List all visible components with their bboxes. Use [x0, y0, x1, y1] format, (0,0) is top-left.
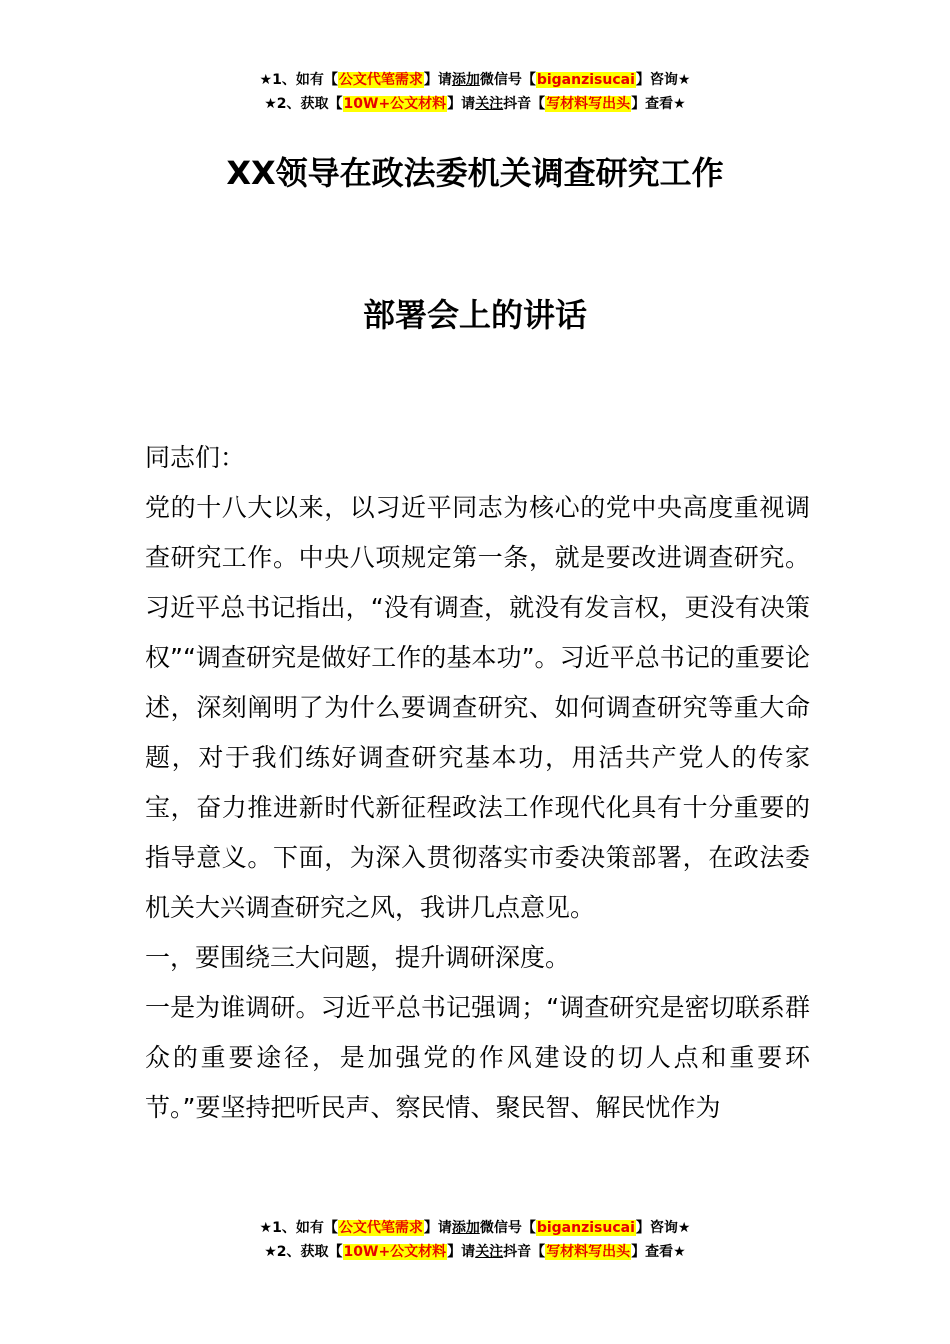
- banner-highlight-douyin: 写材料写出头: [546, 96, 631, 112]
- banner-underlined: 关注: [475, 96, 504, 112]
- banner-text: ★1、如有【: [259, 72, 338, 88]
- banner-text: 】请: [423, 1220, 452, 1236]
- banner-highlight-douyin: 写材料写出头: [546, 1244, 631, 1260]
- banner-text: 抖音【: [503, 96, 546, 112]
- banner-text: 】咨询★: [635, 72, 691, 88]
- banner-text: 】请: [423, 72, 452, 88]
- banner-underlined: 添加: [451, 72, 480, 88]
- banner-text: 】咨询★: [635, 1220, 691, 1236]
- banner-text: 抖音【: [503, 1244, 546, 1260]
- banner-text: 】查看★: [631, 96, 686, 112]
- banner-text: ★2、获取【: [264, 1244, 343, 1260]
- document-title-line-2: 部署会上的讲话: [362, 296, 587, 334]
- banner-text: 】查看★: [631, 1244, 686, 1260]
- banner-line-1: [0, 1216, 950, 1240]
- top-banner: [0, 68, 950, 116]
- paragraph-1: 党的十八大以来，以习近平同志为核心的党中央高度重视调查研究工作。中央八项规定第一条，就是要改进调查研究。习近平总书记指出，“没有调查，就没有发言权，更没有决策权”“调查研究是做好工作的基本功”。习近平总书记的重要论述，深刻阐明了为什么要调查研究、如何调查研究等重大命题，对于我们练好调查研究基本功，用活共产党人的传家宝，奋力推进新时代新征程政法工作现代化具有十分重要的指导意义。下面，为深入贯彻落实市委决策部署，在政法委机关大兴调查研究之风，我讲几点意见。: [145, 493, 810, 922]
- banner-text: 微信号【: [479, 72, 536, 88]
- banner-text: ★2、获取【: [264, 96, 343, 112]
- section-heading-1: 一，要围绕三大问题，提升调研深度。: [145, 943, 571, 972]
- banner-highlight: 公文代笔需求: [338, 1220, 423, 1236]
- banner-highlight: 10W+公文材料: [343, 96, 447, 112]
- banner-line-1: [0, 68, 950, 92]
- document-title-line-1: XX领导在政法委机关调查研究工作: [226, 154, 724, 192]
- greeting: 同志们：: [145, 443, 246, 472]
- paragraph-2: 一是为谁调研。习近平总书记强调；“调查研究是密切联系群众的重要途径，是加强党的作风建设的切人点和重要环节。”要坚持把听民声、察民情、聚民智、解民忧作为: [145, 993, 810, 1122]
- banner-text: 微信号【: [479, 1220, 536, 1236]
- banner-line-2: [0, 1240, 950, 1264]
- banner-underlined: 关注: [475, 1244, 504, 1260]
- banner-line-2: [0, 92, 950, 116]
- banner-highlight: 公文代笔需求: [338, 72, 423, 88]
- bottom-banner: [0, 1216, 950, 1264]
- banner-text: 】请: [447, 1244, 476, 1260]
- banner-highlight: 10W+公文材料: [343, 1244, 447, 1260]
- banner-text: ★1、如有【: [259, 1220, 338, 1236]
- banner-text: 】请: [447, 96, 476, 112]
- banner-highlight-wechat: biganzisucai: [536, 1220, 635, 1236]
- document-body: [145, 433, 810, 1133]
- banner-highlight-wechat: biganzisucai: [536, 72, 635, 88]
- banner-underlined: 添加: [451, 1220, 480, 1236]
